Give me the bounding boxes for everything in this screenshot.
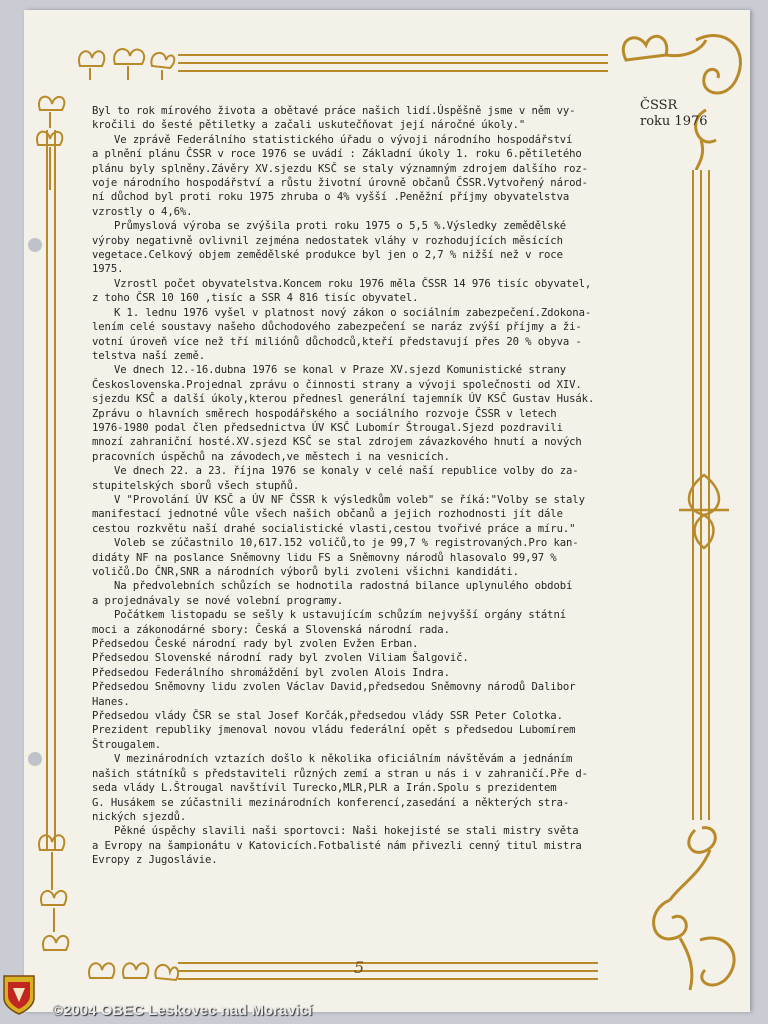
top-right-scroll-ornament [606,20,756,170]
top-left-floral-ornament [70,36,180,86]
paragraph-social-law: K 1. lednu 1976 vyšel v platnost nový zákon o sociálním zabezpečení.Zdokona- lením celé soustavy našeho důchodového zabezpečení se naráz zvýší příjmy a ži- votní úroveň více než tří miliónů důchodců,kteří představují přes 20 % obyva - telstva naší země. [92,306,592,362]
margin-note-line-1: ČSSR [640,98,678,113]
punch-hole-top [28,238,42,252]
punch-hole-bottom [28,752,42,766]
border-top-line-2 [178,62,608,64]
margin-note [640,98,710,130]
border-left-line-2 [54,130,56,850]
copyright-footer: ©2004 OBEC Leskovec nad Moravicí [52,1002,313,1019]
bottom-right-scroll-ornament [640,820,750,1000]
bottom-floral-ornament [82,948,182,988]
paragraph-congress: Ve dnech 12.-16.dubna 1976 se konal v Praze XV.sjezd Komunistické strany Československa.Projednal zprávu o činnosti strany a vývoji společnosti od XIV. sjezdu KSČ a další úkoly,kterou přednesl generální tajemník ÚV KSČ Gustav Husák. Zprávu o hlavních směrech hospodářského a sociálního rozvoje ČSSR v letech 1976-1980 podal člen předsednictva ÚV KSČ Lubomír Štrougal.Sjezd pozdravili mnozí zahraniční hosté.XV.sjezd KSČ se stal zdrojem závazkového hnutí a nových pracovních úspěchů na závodech,ve městech i na vesnicích. [92,364,595,463]
right-middle-ornament [674,470,734,550]
page-number: 5 [354,958,365,977]
border-top-line-1 [178,54,608,56]
margin-note-line-2: roku 1976 [640,114,708,129]
border-bottom-line-2 [178,970,598,972]
border-bottom-line-1 [178,962,598,964]
border-top-line-3 [178,70,608,72]
paragraph-pre-election: Na předvolebních schůzích se hodnotila radostná bilance uplynulého období a projednávaly se nové volební programy. [92,580,573,607]
paragraph-november: Počátkem listopadu se sešly k ustavujícím schůzím nejvyšší orgány státní moci a zákonodárné sbory: Česká a Slovenská národní rada. [92,609,567,636]
paragraph-population: Vzrostl počet obyvatelstva.Koncem roku 1976 měla ČSSR 14 976 tisíc obyvatel, z toho ČSR 10 160 ,tisíc a SSR 4 816 tisíc obyvatel. [92,277,592,305]
paragraph-economy: Ve zprávě Federálního statistického úřadu o vývoji národního hospodářství a plnění plánu ČSSR v roce 1976 se uvádí : Základní úkoly 1. roku 6.pětiletého plánu byly splněny.Závěry XV.sjezdu KSČ se staly významným zdrojem dalšího roz- voje národního hospodářství a růstu životní úrovně občanů ČSSR.Vytvořený národ- ní důchod byl proti roku 1975 zhruba o 4% vyšší .Peněžní příjmy obyvatelstva vzrostly o 4,6%. [92,133,588,218]
border-left-line-1 [46,130,48,850]
paragraph-voters: Voleb se zúčastnilo 10,617.152 voličů,to je 99,7 % registrovaných.Pro kan- didáty NF na poslance Sněmovny lidu FS a Sněmovny národů hlasovalo 99,97 % voličů.Do ČNR,SNR a národních výborů byli zvoleni všichni kandidáti. [92,537,579,578]
paragraph-international: V mezinárodních vztazích došlo k několika oficiálním návštěvám a jednáním našich státníků s představiteli různých zemí a stran u nás i v zahraničí.Pře d- seda vlády L.Štrougal navštívil Turecko,MLR,PLR a Irán.Spolu s prezidentem G. Husákem se zúčastnili mezinárodních konferencí,zasedání a některých stra- nických sjezdů. [92,753,588,823]
paragraph-elections: Ve dnech 22. a 23. října 1976 se konaly v celé naší republice volby do za- stupitelských sborů všech stupňů. [92,465,579,492]
paragraph-officials: Předsedou České národní rady byl zvolen Evžen Erban. Předsedou Slovenské národní rady byl zvolen Viliam Šalgovič. Předsedou Federálního shromáždění byl zvolen Alois Indra. Předsedou Sněmovny lidu zvolen Václav David,předsedou Sněmovny národů Dalibor Hanes. Předsedou vlády ČSR se stal Josef Korčák,předsedou vlády SSR Peter Colotka. Prezident republiky jmenoval novou vládu federální opět s předsedou Lubomírem Štrougalem. [92,638,576,751]
bottom-left-floral-ornament [30,820,90,990]
paragraph-proclamation: V "Provolání ÚV KSČ a ÚV NF ČSSR k výsledkům voleb" se říká:"Volby se staly manifestací jednotné vůle všech našich občanů a jejich rozhodnosti jít dále cestou rozkvětu naší drahé socialistické vlasti,cestou tvořivé práce a míru." [92,493,585,535]
municipal-coat-of-arms-logo [2,974,36,1016]
typewritten-text [92,104,627,868]
paragraph-intro: Byl to rok mírového života a obětavé práce našich lidí.Úspěšně jsme v něm vy- kročili do šesté pětiletky a začali uskutečňovat její náročné úkoly." [92,105,576,132]
paragraph-sports: Pěkné úspěchy slavili naši sportovci: Naši hokejisté se stali mistry světa a Evropy na šampionátu v Katovicích.Fotbalisté nám přivezli cenný titul mistra Evropy z Jugoslávie. [92,825,582,867]
border-bottom-line-3 [178,978,598,980]
left-floral-column-ornament [30,90,80,200]
paragraph-industry: Průmyslová výroba se zvýšila proti roku 1975 o 5,5 %.Výsledky zemědělské výroby negativně ovlivnil zejména nedostatek vláhy v rozhodujících měsících vegetace.Celkový objem zemědělské produkce byl jen o 2,7 % nižší než v roce 1975. [92,220,567,276]
